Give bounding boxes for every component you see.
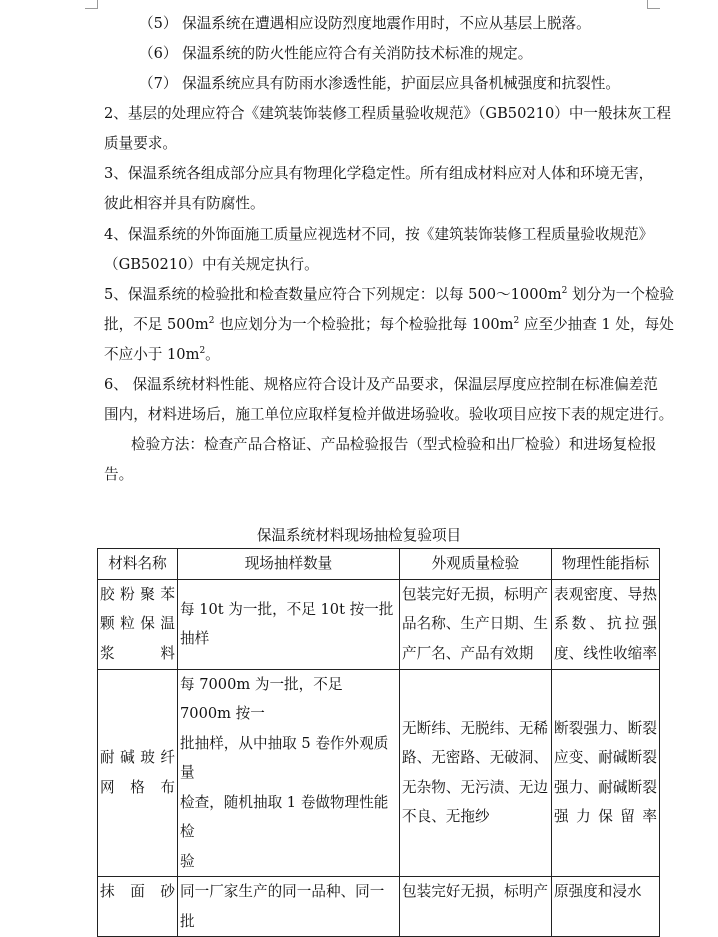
inspection-table xyxy=(97,548,660,937)
paragraph-line: 3、保温系统各组成部分应具有物理化学稳定性。所有组成材料应对人体和环境无害， xyxy=(104,165,654,182)
header-physical-index: 物理性能指标 xyxy=(552,549,660,580)
cell-sampling-quantity: 每 10t 为一批，不足 10t 按一批抽样 xyxy=(178,579,400,669)
cell-physical-index: 原强度和浸水 xyxy=(552,877,660,937)
paragraph-line: 不应小于 $10m^2$。 xyxy=(104,346,220,363)
paragraph-line: 5、保温系统的检验批和检查数量应符合下列规定：以每 $500\sim 1000m^2$ 划分为一个检验 xyxy=(104,286,675,303)
header-appearance-check: 外观质量检验 xyxy=(400,549,552,580)
cell-material-name: 抹 面 砂 xyxy=(98,877,178,937)
paragraph-line: （5） 保温系统在遭遇相应设防烈度地震作用时，不应从基层上脱落。 xyxy=(139,15,591,32)
table-row xyxy=(98,669,660,877)
paragraph-line: 4、保温系统的外饰面施工质量应视选材不同，按《建筑装饰装修工程质量验收规范》 xyxy=(104,226,654,243)
table-title: 保温系统材料现场抽检复验项目 xyxy=(256,527,462,544)
page-corner-mark-right xyxy=(647,0,660,9)
cell-sampling-quantity: 每 7000m 为一批，不足 7000m 按一 批抽样，从中抽取 5 卷作外观质量 检查，随机抽取 1 卷做物理性能检 验 xyxy=(178,669,400,877)
paragraph-line: 6、 保温系统材料性能、规格应符合设计及产品要求，保温层厚度应控制在标准偏差范 xyxy=(104,376,658,393)
cell-sampling-quantity: 同一厂家生产的同一品种、同一批 xyxy=(178,877,400,937)
paragraph-line: 2、基层的处理应符合《建筑装饰装修工程质量验收规范》（GB50210）中一般抹灰工程 xyxy=(104,105,671,122)
cell-appearance-check: 无断纬、无脱纬、无稀 路、无密路、无破洞、 无杂物、无污渍、无边 不良、无拖纱 xyxy=(400,669,552,877)
table-header-row xyxy=(98,549,660,580)
cell-physical-index: 表观密度、导热 系数、抗拉强 度、线性收缩率 xyxy=(552,579,660,669)
paragraph-line: 检验方法：检查产品合格证、产品检验报告（型式检验和出厂检验）和进场复检报 xyxy=(131,436,657,453)
paragraph-line: （7） 保温系统应具有防雨水渗透性能，护面层应具备机械强度和抗裂性。 xyxy=(139,75,620,92)
header-sampling-quantity: 现场抽样数量 xyxy=(178,549,400,580)
paragraph-line: （6） 保温系统的防火性能应符合有关消防技术标准的规定。 xyxy=(139,45,533,62)
page-corner-mark-left xyxy=(85,0,98,9)
cell-material-name: 胶粉聚苯 颗粒保温 浆料 xyxy=(98,579,178,669)
paragraph-line: 批，不足 $500m^2$ 也应划分为一个检验批；每个检验批每 $100m^2$ 应至少抽查 1 处，每处 xyxy=(104,316,674,333)
paragraph-line: 质量要求。 xyxy=(104,135,177,152)
header-material-name: 材料名称 xyxy=(98,549,178,580)
paragraph-line: 彼此相容并具有防腐性。 xyxy=(104,195,265,212)
cell-appearance-check: 包装完好无损，标明产 品名称、生产日期、生 产厂名、产品有效期 xyxy=(400,579,552,669)
cell-physical-index: 断裂强力、断裂 应变、耐碱断裂 强力、耐碱断裂 强力保留率 xyxy=(552,669,660,877)
cell-appearance-check: 包装完好无损，标明产 xyxy=(400,877,552,937)
paragraph-line: （GB50210）中有关规定执行。 xyxy=(104,256,319,273)
paragraph-line: 围内，材料进场后，施工单位应取样复检并做进场验收。验收项目应按下表的规定进行。 xyxy=(104,406,674,423)
table-row xyxy=(98,579,660,669)
cell-material-name: 耐碱玻纤 网格布 xyxy=(98,669,178,877)
paragraph-line: 告。 xyxy=(104,466,134,483)
table-row xyxy=(98,877,660,937)
